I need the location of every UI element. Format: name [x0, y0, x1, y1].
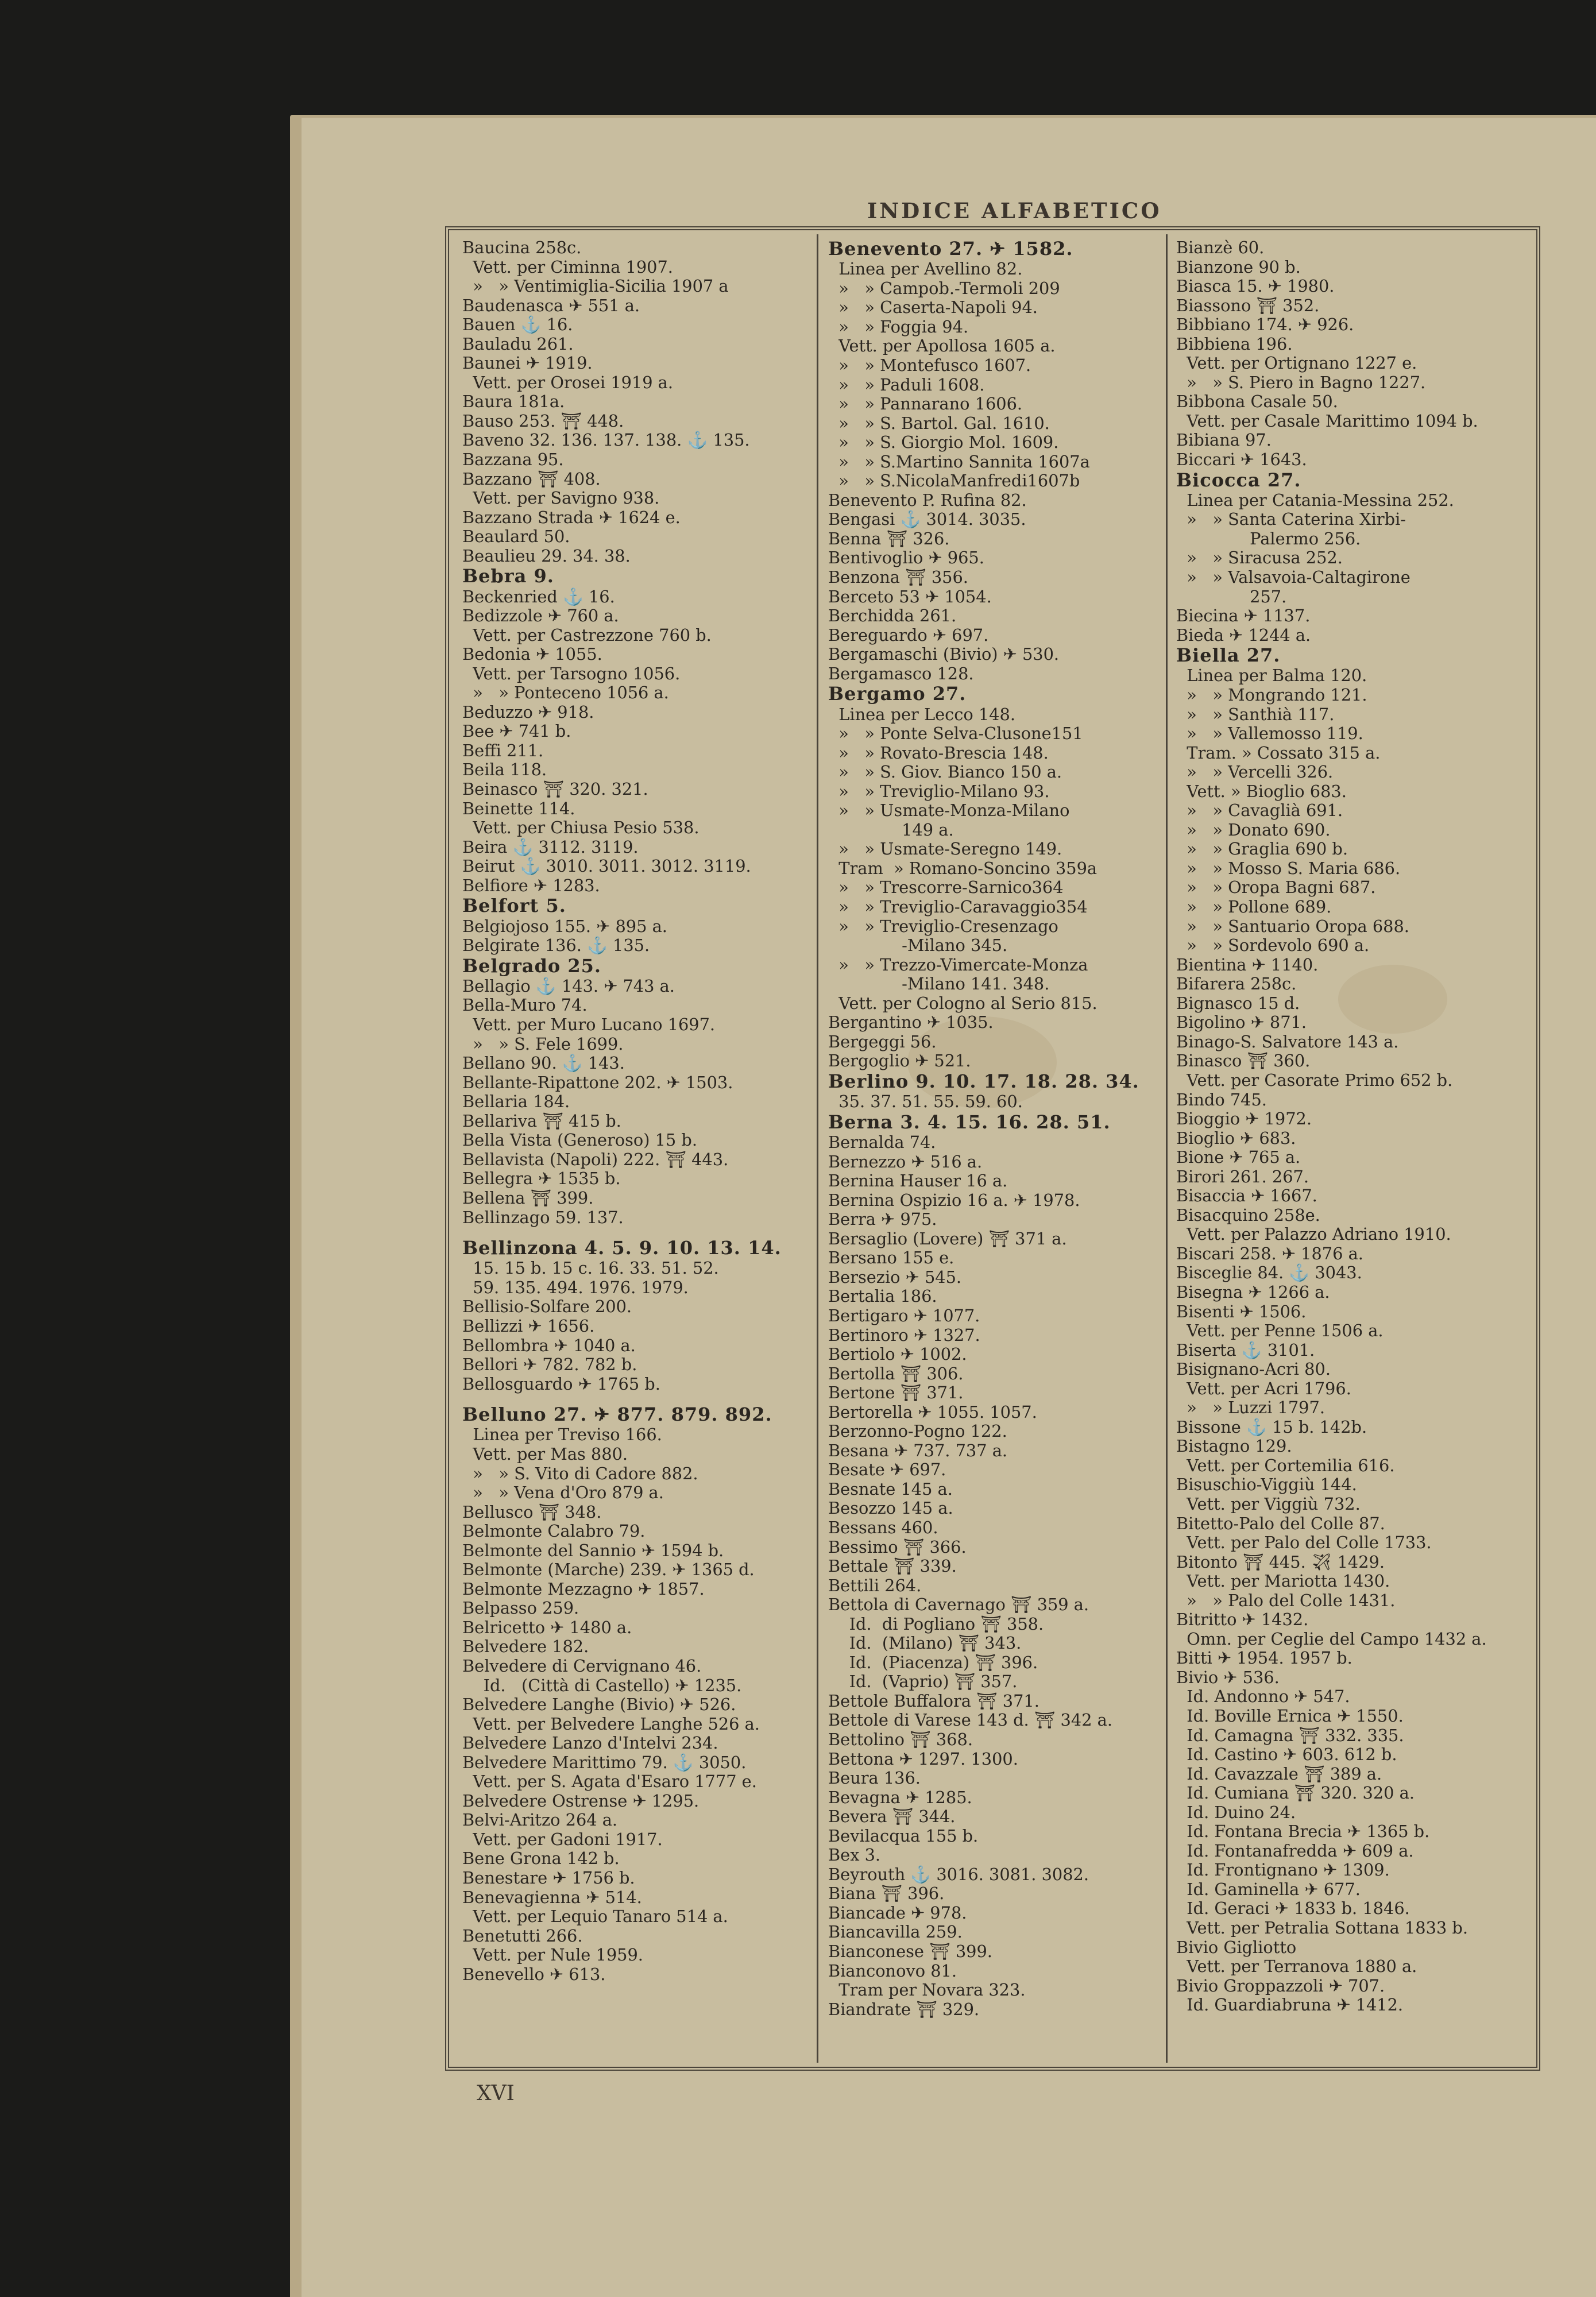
index-entry: Benevello ✈ 613. [462, 1964, 606, 1984]
index-entry: » » Treviglio-Milano 93. [828, 781, 1050, 801]
index-entry: Belvedere Ostrense ✈ 1295. [462, 1791, 700, 1811]
index-entry: Bauladu 261. [462, 334, 574, 354]
index-entry: Beduzzo ✈ 918. [462, 702, 594, 722]
index-entry: Bindo 745. [1176, 1089, 1267, 1109]
index-entry: Beaulieu 29. 34. 38. [462, 546, 631, 566]
index-entry: Omn. per Ceglie del Campo 1432 a. [1176, 1629, 1487, 1649]
index-entry: Besnate 145 a. [828, 1479, 953, 1499]
index-entry: Baunei ✈ 1919. [462, 353, 593, 373]
index-entry: Bertolla ⛩ 306. [828, 1363, 964, 1383]
index-entry: » » Trezzo-Vimercate-Monza [828, 954, 1088, 975]
index-entry: Bessimo ⛩ 366. [828, 1537, 967, 1557]
index-entry: Bevilacqua 155 b. [828, 1826, 979, 1846]
index-entry: Bertigaro ✈ 1077. [828, 1305, 980, 1325]
index-entry: Bertinoro ✈ 1327. [828, 1325, 980, 1345]
index-entry: Beura 136. [828, 1768, 921, 1788]
index-entry: Bellombra ✈ 1040 a. [462, 1335, 636, 1355]
index-entry: Bertone ⛩ 371. [828, 1383, 964, 1403]
index-entry: Berceto 53 ✈ 1054. [828, 586, 992, 606]
index-entry: Vett. per Nule 1959. [462, 1945, 643, 1965]
index-entry: Bazzana 95. [462, 450, 564, 470]
index-entry: Id. (Milano) ⛩ 343. [828, 1633, 1022, 1653]
index-entry [462, 1227, 813, 1238]
index-entry: Vett. per Chiusa Pesio 538. [462, 818, 700, 838]
index-entry: Vett. per Mas 880. [462, 1444, 628, 1464]
index-entry: Bellante-Ripattone 202. ✈ 1503. [462, 1072, 733, 1092]
index-entry: Bereguardo ✈ 697. [828, 625, 989, 645]
index-entry: » » Treviglio-Caravaggio354 [828, 897, 1088, 917]
index-entry: Bellizzi ✈ 1656. [462, 1316, 595, 1336]
index-entry: Berzonno-Pogno 122. [828, 1421, 1007, 1441]
index-entry: Bellusco ⛩ 348. [462, 1502, 602, 1522]
index-entry: Bellariva ⛩ 415 b. [462, 1111, 621, 1131]
index-entry: » » Pannarano 1606. [828, 394, 1023, 414]
index-entry: Belgiojoso 155. ✈ 895 a. [462, 916, 667, 936]
index-entry: 257. [1176, 586, 1287, 606]
index-entry: Vett. per Ciminna 1907. [462, 257, 673, 277]
index-entry: » » Luzzi 1797. [1176, 1398, 1325, 1418]
index-entry: Belpasso 259. [462, 1598, 579, 1618]
index-entry: Bibbiano 174. ✈ 926. [1176, 315, 1354, 335]
index-entry: » » Pollone 689. [1176, 897, 1332, 917]
index-entry: Bergeggi 56. [828, 1031, 937, 1051]
index-entry: Bersezio ✈ 545. [828, 1267, 962, 1287]
index-entry: Tram per Novara 323. [828, 1980, 1026, 2000]
index-entry: Benevento P. Rufina 82. [828, 490, 1027, 510]
index-entry: Bevera ⛩ 344. [828, 1807, 956, 1827]
index-entry: Id. Castino ✈ 603. 612 b. [1176, 1745, 1397, 1765]
index-entry: Bisegna ✈ 1266 a. [1176, 1282, 1330, 1302]
index-entry: Bee ✈ 741 b. [462, 721, 571, 741]
index-entry: Bibiana 97. [1176, 430, 1272, 450]
index-entry: Bersaglio (Lovere) ⛩ 371 a. [828, 1228, 1067, 1248]
index-entry: Bistagno 129. [1176, 1436, 1292, 1456]
index-entry: Belmonte Calabro 79. [462, 1521, 646, 1541]
index-entry: Belvi-Aritzo 264 a. [462, 1810, 618, 1830]
index-entry: Belmonte Mezzagno ✈ 1857. [462, 1579, 705, 1599]
index-entry: Belmonte (Marche) 239. ✈ 1365 d. [462, 1560, 755, 1580]
index-entry: 59. 135. 494. 1976. 1979. [462, 1277, 689, 1297]
index-heading-entry: Belfort 5. [462, 895, 566, 917]
index-entry: Bigolino ✈ 871. [1176, 1012, 1307, 1033]
index-entry: Bauso 253. ⛩ 448. [462, 411, 624, 431]
index-entry: Id. Fontana Brecia ✈ 1365 b. [1176, 1822, 1430, 1842]
index-entry: Vett. per Cortemilia 616. [1176, 1455, 1395, 1475]
index-entry: Vett. per Acri 1796. [1176, 1378, 1351, 1398]
index-entry: Belvedere di Cervignano 46. [462, 1656, 702, 1676]
index-entry: Belvedere 182. [462, 1637, 589, 1657]
index-entry: Id. di Pogliano ⛩ 358. [828, 1614, 1044, 1634]
index-entry: » » Ponte Selva-Clusone151 [828, 724, 1083, 744]
index-entry: » » Cavaglià 691. [1176, 801, 1343, 821]
index-entry: Vett. per Lequio Tanaro 514 a. [462, 1907, 728, 1927]
index-entry: Baura 181a. [462, 392, 565, 412]
index-heading-entry: Belluno 27. ✈ 877. 879. 892. [462, 1403, 772, 1426]
index-entry: Linea per Lecco 148. [828, 704, 1015, 724]
index-heading-entry: Berna 3. 4. 15. 16. 28. 51. [828, 1111, 1111, 1133]
index-entry: Palermo 256. [1176, 528, 1361, 548]
index-entry: Benetutti 266. [462, 1925, 583, 1946]
index-entry: Bianconese ⛩ 399. [828, 1942, 992, 1961]
index-entry: Bione ✈ 765 a. [1176, 1147, 1301, 1167]
index-entry: Biserta ⚓ 3101. [1176, 1340, 1315, 1360]
index-entry: Bellagio ⚓ 143. ✈ 743 a. [462, 976, 675, 996]
index-entry: Linea per Catania-Messina 252. [1176, 490, 1454, 510]
index-entry: Beirut ⚓ 3010. 3011. 3012. 3119. [462, 856, 751, 876]
index-entry: Vett. per Petralia Sottana 1833 b. [1176, 1918, 1468, 1938]
index-entry: Belvedere Marittimo 79. ⚓ 3050. [462, 1752, 747, 1772]
index-entry: Bella-Muro 74. [462, 995, 588, 1015]
index-entry: » » Oropa Bagni 687. [1176, 877, 1376, 898]
index-entry: Biassono ⛩ 352. [1176, 295, 1320, 315]
index-entry: Bernina Ospizio 16 a. ✈ 1978. [828, 1190, 1080, 1210]
index-entry: Bibbona Casale 50. [1176, 392, 1338, 412]
index-entry: Vett. per Cologno al Serio 815. [828, 993, 1098, 1013]
index-entry: » » S.Martino Sannita 1607a [828, 451, 1090, 471]
index-entry: Bieda ✈ 1244 a. [1176, 625, 1311, 645]
index-entry: Bettole di Varese 143 d. ⛩ 342 a. [828, 1710, 1113, 1730]
index-entry: » » Treviglio-Cresenzago [828, 916, 1058, 936]
index-entry: » » Foggia 94. [828, 316, 969, 337]
index-entry: Bivio Groppazzoli ✈ 707. [1176, 1975, 1385, 1996]
index-entry: » » S.NicolaManfredi1607b [828, 471, 1080, 491]
index-entry: Vett. per Gadoni 1917. [462, 1829, 663, 1849]
index-entry: » » Vena d'Oro 879 a. [462, 1483, 664, 1503]
index-entry: Vett. per Palazzo Adriano 1910. [1176, 1224, 1451, 1244]
index-entry: » » Ponteceno 1056 a. [462, 683, 669, 703]
index-entry: Bedizzole ✈ 760 a. [462, 606, 619, 626]
index-entry: Beira ⚓ 3112. 3119. [462, 837, 639, 857]
index-entry: Bivio ✈ 536. [1176, 1667, 1280, 1687]
index-entry: Bertalia 186. [828, 1286, 937, 1306]
index-entry: Vett. per Casorate Primo 652 b. [1176, 1070, 1453, 1090]
index-entry: Vett. per Viggiù 732. [1176, 1494, 1361, 1514]
index-entry: Bitonto ⛩ 445. ✈ 1429. [1176, 1552, 1385, 1572]
index-entry: Bellavista (Napoli) 222. ⛩ 443. [462, 1149, 729, 1169]
index-entry: » » Vallemosso 119. [1176, 724, 1363, 744]
index-entry: » » Ventimiglia-Sicilia 1907 a [462, 276, 729, 296]
index-column-1 [462, 238, 813, 2064]
index-entry: Bitti ✈ 1954. 1957 b. [1176, 1648, 1352, 1668]
index-entry: Bernalda 74. [828, 1132, 936, 1153]
index-entry: Bernina Hauser 16 a. [828, 1171, 1008, 1191]
index-entry: Beinette 114. [462, 798, 575, 818]
index-entry: Belfiore ✈ 1283. [462, 875, 600, 895]
index-entry: Bisaccia ✈ 1667. [1176, 1186, 1317, 1206]
index-entry: Benestare ✈ 1756 b. [462, 1867, 635, 1888]
index-entry: Bettale ⛩ 339. [828, 1556, 957, 1576]
index-entry: Bettole Buffalora ⛩ 371. [828, 1691, 1039, 1711]
index-entry: Berchidda 261. [828, 606, 957, 626]
index-entry: Bevagna ✈ 1285. [828, 1787, 972, 1807]
index-entry: Bettili 264. [828, 1575, 922, 1595]
index-entry: » » Usmate-Seregno 149. [828, 839, 1062, 859]
index-heading-entry: Berlino 9. 10. 17. 18. 28. 34. [828, 1070, 1139, 1092]
index-entry: Bergantino ✈ 1035. [828, 1012, 994, 1033]
index-entry: Baveno 32. 136. 137. 138. ⚓ 135. [462, 430, 750, 450]
index-entry: Bellinzago 59. 137. [462, 1207, 624, 1227]
index-entry: Linea per Avellino 82. [828, 259, 1023, 279]
index-entry: Beyrouth ⚓ 3016. 3081. 3082. [828, 1864, 1089, 1884]
index-entry: Bisceglie 84. ⚓ 3043. [1176, 1263, 1362, 1283]
index-entry: » » S. Vito di Cadore 882. [462, 1463, 698, 1483]
index-entry: Vett. per Belvedere Langhe 526 a. [462, 1714, 760, 1734]
index-entry: Linea per Treviso 166. [462, 1425, 662, 1445]
index-entry: Beckenried ⚓ 16. [462, 586, 615, 606]
index-entry: Bellori ✈ 782. 782 b. [462, 1355, 637, 1375]
page-number: XVI [477, 2082, 515, 2105]
index-entry: Bibbiena 196. [1176, 334, 1293, 354]
index-heading-entry: Biella 27. [1176, 644, 1281, 667]
page-header: INDICE ALFABETICO [867, 198, 1162, 223]
index-entry: » » Mongrando 121. [1176, 685, 1367, 705]
index-entry: Binago-S. Salvatore 143 a. [1176, 1031, 1399, 1051]
index-entry: Beinasco ⛩ 320. 321. [462, 779, 648, 799]
index-entry: Bettona ✈ 1297. 1300. [828, 1749, 1018, 1769]
index-entry: Besozzo 145 a. [828, 1498, 953, 1518]
index-entry: 35. 37. 51. 55. 59. 60. [828, 1092, 1023, 1112]
index-entry: » » Rovato-Brescia 148. [828, 743, 1049, 763]
index-entry: Biccari ✈ 1643. [1176, 450, 1307, 470]
index-entry: Vett. » Bioglio 683. [1176, 781, 1347, 801]
index-entry: Birori 261. 267. [1176, 1166, 1309, 1186]
index-entry: Baudenasca ✈ 551 a. [462, 295, 640, 315]
index-column-3 [1176, 238, 1535, 2064]
index-entry: Bellano 90. ⚓ 143. [462, 1053, 625, 1073]
index-entry: Bettolino ⛩ 368. [828, 1729, 973, 1749]
index-entry: » » S. Bartol. Gal. 1610. [828, 413, 1050, 433]
index-heading-entry: Belgrado 25. [462, 954, 602, 977]
index-entry: Id. Boville Ernica ✈ 1550. [1176, 1706, 1404, 1726]
index-entry: Id. (Piacenza) ⛩ 396. [828, 1652, 1038, 1672]
index-entry: Vett. per Tarsogno 1056. [462, 663, 681, 683]
index-entry: Bedonia ✈ 1055. [462, 644, 602, 664]
column-rule [817, 234, 818, 2063]
index-entry: Bergamaschi (Bivio) ✈ 530. [828, 644, 1060, 664]
index-column-2 [828, 238, 1176, 2064]
index-entry: Bientina ✈ 1140. [1176, 954, 1319, 975]
index-entry: Bessans 460. [828, 1517, 938, 1537]
index-entry: » » Trescorre-Sarnico364 [828, 877, 1064, 898]
index-entry: Bersano 155 e. [828, 1248, 954, 1268]
index-entry: Vett. per Mariotta 1430. [1176, 1571, 1390, 1591]
index-entry: Bellosguardo ✈ 1765 b. [462, 1374, 660, 1394]
index-entry: Id. (Città di Castello) ✈ 1235. [462, 1675, 742, 1695]
index-entry: Id. (Vaprio) ⛩ 357. [828, 1672, 1018, 1692]
index-entry: Vett. per Ortignano 1227 e. [1176, 353, 1417, 373]
index-entry: Bioglio ✈ 683. [1176, 1128, 1296, 1148]
index-entry: » » S. Giov. Bianco 150 a. [828, 762, 1062, 782]
index-entry: Berra ✈ 975. [828, 1209, 937, 1229]
index-entry: Bifarera 258c. [1176, 974, 1297, 994]
index-entry: Bene Grona 142 b. [462, 1849, 620, 1869]
index-entry: Bernezzo ✈ 516 a. [828, 1151, 983, 1171]
index-entry: Besate ✈ 697. [828, 1460, 946, 1480]
index-entry: » » Sordevolo 690 a. [1176, 935, 1370, 956]
index-entry: » » Graglia 690 b. [1176, 839, 1348, 859]
index-entry: » » Santhià 117. [1176, 704, 1335, 724]
index-entry: » » Valsavoia-Caltagirone [1176, 567, 1410, 587]
index-entry: Bella Vista (Generoso) 15 b. [462, 1130, 697, 1150]
index-entry: Vett. per Casale Marittimo 1094 b. [1176, 411, 1478, 431]
index-entry: Biana ⛩ 396. [828, 1884, 945, 1904]
index-entry: » » Montefusco 1607. [828, 355, 1031, 375]
index-entry: Bignasco 15 d. [1176, 993, 1300, 1013]
index-entry: » » Siracusa 252. [1176, 548, 1343, 568]
index-entry: Beffi 211. [462, 740, 544, 760]
index-entry: » » Palo del Colle 1431. [1176, 1590, 1396, 1610]
index-entry: Bex 3. [828, 1845, 881, 1865]
index-entry: Vett. per Penne 1506 a. [1176, 1321, 1384, 1341]
index-heading-entry: Bicocca 27. [1176, 469, 1301, 491]
index-entry: Belricetto ✈ 1480 a. [462, 1617, 632, 1637]
index-entry: Vett. per Apollosa 1605 a. [828, 336, 1056, 356]
index-entry: Bioggio ✈ 1972. [1176, 1109, 1312, 1129]
index-entry: Id. Fontanafredda ✈ 609 a. [1176, 1840, 1414, 1861]
index-entry: Vett. per Savigno 938. [462, 488, 660, 508]
index-entry: Id. Gaminella ✈ 677. [1176, 1879, 1361, 1899]
index-entry: » » S. Fele 1699. [462, 1034, 624, 1054]
index-entry: Biandrate ⛩ 329. [828, 1999, 980, 2019]
index-entry: Id. Cumiana ⛩ 320. 320 a. [1176, 1783, 1415, 1803]
index-entry: Biancade ✈ 978. [828, 1902, 967, 1923]
index-entry: Benzona ⛩ 356. [828, 567, 968, 587]
index-entry: Belvedere Lanzo d'Intelvi 234. [462, 1733, 718, 1753]
index-entry: » » S. Piero in Bagno 1227. [1176, 372, 1426, 392]
index-entry: Bellisio-Solfare 200. [462, 1297, 632, 1317]
index-entry: Bitritto ✈ 1432. [1176, 1610, 1309, 1630]
index-entry: Bergamasco 128. [828, 663, 974, 683]
index-entry: » » Paduli 1608. [828, 374, 985, 395]
index-entry: » » S. Giorgio Mol. 1609. [828, 432, 1059, 453]
index-entry: Beaulard 50. [462, 527, 570, 547]
index-heading-entry: Bergamo 27. [828, 683, 967, 705]
index-entry: » » Santa Caterina Xirbi- [1176, 509, 1406, 529]
index-entry: » » Campob.-Termoli 209 [828, 278, 1060, 298]
index-entry: Biancavilla 259. [828, 1922, 963, 1942]
index-entry: 15. 15 b. 15 c. 16. 33. 51. 52. [462, 1258, 719, 1278]
index-entry: Bentivoglio ✈ 965. [828, 548, 984, 568]
index-entry: Bellena ⛩ 399. [462, 1188, 594, 1208]
index-entry: Id. Andonno ✈ 547. [1176, 1687, 1350, 1707]
index-entry: Biecina ✈ 1137. [1176, 606, 1311, 626]
index-entry: Vett. per Castrezzone 760 b. [462, 625, 712, 645]
index-entry: Bazzano ⛩ 408. [462, 469, 601, 489]
index-entry: Binasco ⛩ 360. [1176, 1051, 1311, 1071]
index-heading-entry: Bebra 9. [462, 565, 554, 587]
index-entry: Besana ✈ 737. 737 a. [828, 1440, 1008, 1460]
index-entry: Bellaria 184. [462, 1092, 570, 1112]
index-entry: Biscari 258. ✈ 1876 a. [1176, 1243, 1363, 1263]
index-entry: Belvedere Langhe (Bivio) ✈ 526. [462, 1695, 736, 1715]
index-entry: Bazzano Strada ✈ 1624 e. [462, 507, 681, 527]
index-entry: Bisuschio-Viggiù 144. [1176, 1475, 1357, 1495]
index-entry: Bisenti ✈ 1506. [1176, 1301, 1307, 1321]
index-entry: Id. Frontignano ✈ 1309. [1176, 1860, 1390, 1880]
index-entry: » » Mosso S. Maria 686. [1176, 858, 1401, 878]
index-entry: Bengasi ⚓ 3014. 3035. [828, 509, 1026, 529]
index-entry: 149 a. [828, 819, 954, 840]
index-entry: Bertiolo ✈ 1002. [828, 1344, 967, 1364]
index-entry: Vett. per Muro Lucano 1697. [462, 1015, 716, 1035]
index-entry [462, 1394, 813, 1404]
index-entry: Biasca 15. ✈ 1980. [1176, 276, 1335, 296]
index-entry: Vett. per Palo del Colle 1733. [1176, 1533, 1432, 1553]
index-entry: Bellegra ✈ 1535 b. [462, 1169, 621, 1189]
index-entry: Bauen ⚓ 16. [462, 315, 573, 335]
index-entry: » » Donato 690. [1176, 819, 1331, 840]
index-entry: Baucina 258c. [462, 238, 582, 257]
index-entry: » » Santuario Oropa 688. [1176, 916, 1409, 936]
index-entry: Id. Geraci ✈ 1833 b. 1846. [1176, 1898, 1410, 1919]
index-entry: Bianconovo 81. [828, 1960, 957, 1981]
index-entry: Bivio Gigliotto [1176, 1937, 1297, 1957]
index-entry: Bissone ⚓ 15 b. 142b. [1176, 1417, 1367, 1437]
index-entry: Bettola di Cavernago ⛩ 359 a. [828, 1595, 1089, 1615]
index-entry: Vett. per Orosei 1919 a. [462, 372, 674, 392]
index-entry: Vett. per S. Agata d'Esaro 1777 e. [462, 1772, 757, 1792]
index-entry: -Milano 141. 348. [828, 974, 1050, 994]
index-entry: Id. Cavazzale ⛩ 389 a. [1176, 1764, 1382, 1784]
index-entry: Vett. per Terranova 1880 a. [1176, 1956, 1417, 1977]
index-entry: » » Caserta-Napoli 94. [828, 297, 1038, 318]
index-entry: » » Vercelli 326. [1176, 762, 1334, 782]
index-entry: Bertorella ✈ 1055. 1057. [828, 1402, 1037, 1422]
index-entry: Id. Guardiabruna ✈ 1412. [1176, 1995, 1404, 2015]
index-entry: Bianzè 60. [1176, 238, 1265, 257]
index-entry: Belgirate 136. ⚓ 135. [462, 935, 650, 956]
index-entry: Tram. » Cossato 315 a. [1176, 743, 1381, 763]
index-entry: Beila 118. [462, 760, 547, 780]
index-entry: » » Usmate-Monza-Milano [828, 801, 1070, 821]
index-entry: Benna ⛩ 326. [828, 528, 950, 548]
index-entry: Id. Duino 24. [1176, 1802, 1296, 1822]
index-entry: Id. Camagna ⛩ 332. 335. [1176, 1725, 1404, 1745]
index-entry: Tram » Romano-Soncino 359a [828, 858, 1098, 878]
index-entry: Linea per Balma 120. [1176, 666, 1367, 686]
index-heading-entry: Benevento 27. ✈ 1582. [828, 238, 1073, 260]
index-entry: Bisacquino 258e. [1176, 1205, 1320, 1225]
index-entry: Bisignano-Acri 80. [1176, 1359, 1331, 1379]
index-entry: -Milano 345. [828, 935, 1008, 956]
index-entry: Bianzone 90 b. [1176, 257, 1301, 277]
index-heading-entry: Bellinzona 4. 5. 9. 10. 13. 14. [462, 1237, 782, 1259]
index-entry: Belmonte del Sannio ✈ 1594 b. [462, 1540, 724, 1560]
index-entry: Bitetto-Palo del Colle 87. [1176, 1513, 1385, 1533]
index-entry: Benevagienna ✈ 514. [462, 1887, 642, 1907]
index-entry: Bergoglio ✈ 521. [828, 1051, 971, 1071]
